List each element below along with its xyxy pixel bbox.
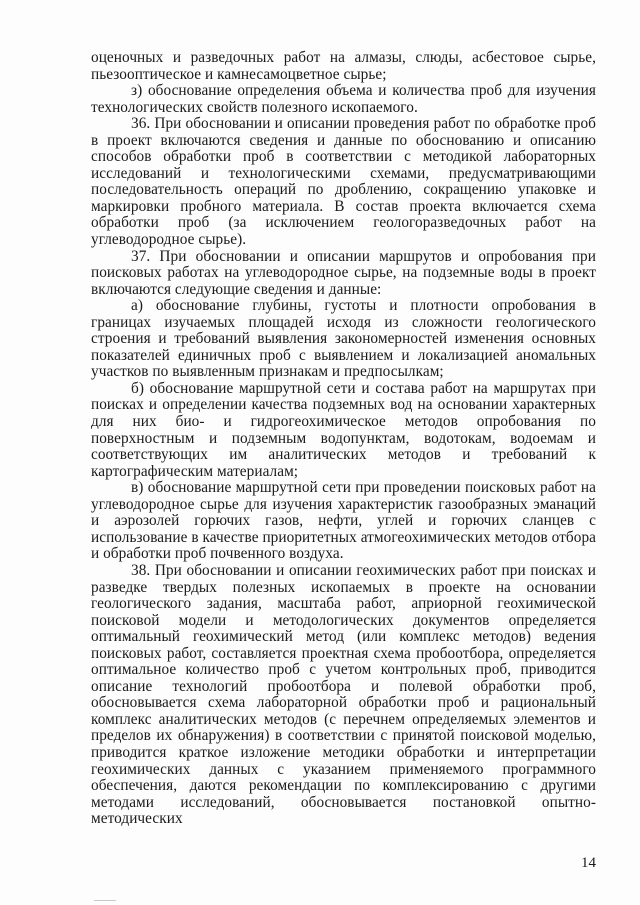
paragraph-36: 36. При обосновании и описании проведения работ по обработке проб в проект включаются сведения и данные по обоснованию и описанию способов обработки проб в соответствии с методикой лабораторных исследований и технологическими схемами, предусматривающими последовательность операций по дроблению, сокращению упаковке и маркировки пробного материала. В состав проекта включается схема обработки проб (за исключением геологоразведочных работ на углеводородное сырье).	[91, 115, 596, 249]
paragraph-item-z: з) обоснование определения объема и количества проб для изучения технологических свойств полезного ископаемого.	[91, 82, 596, 116]
document-body	[91, 50, 596, 828]
paragraph-38: 38. При обосновании и описании геохимических работ при поисках и разведке твердых полезных ископаемых в проекте на основании геологического задания, масштаба работ, априорной геохимической поисковой модели и методологических документов определяется оптимальный геохимический метод (или комплекс методов) ведения поисковых работ, составляется проектная схема пробоотбора, определяется оптимальное количество проб с учетом контрольных проб, приводится описание технологий пробоотбора и полевой обработки проб, обосновывается схема лабораторной обработки проб и рациональный комплекс аналитических методов (с перечнем определяемых элементов и пределов их обнаружения) в соответствии с принятой поисковой моделью, приводится краткое изложение методики обработки и интерпретации геохимических данных с указанием применяемого программного обеспечения, даются рекомендации по комплексированию с другими методами исследований, обосновывается постановкой опытно-методических	[91, 561, 596, 828]
scan-artifact-line	[94, 900, 116, 901]
paragraph-37-v: в) обоснование маршрутной сети при проведении поисковых работ на углеводородное сырье для изучения характеристик газообразных эманаций и аэрозолей горючих газов, нефти, углей и горючих сланцев с использование в качестве приоритетных атмогеохимических методов отбора и обработки проб почвенного воздуха.	[91, 479, 596, 563]
paragraph-37: 37. При обосновании и описании маршрутов и опробования при поисковых работах на углеводородное сырье, на подземные воды в проект включаются следующие сведения и данные:	[91, 247, 596, 298]
page-number: 14	[581, 855, 596, 871]
paragraph-37-a: а) обоснование глубины, густоты и плотности опробования в границах изучаемых площадей исходя из сложности геологического строения и требований выявления закономерностей изменения основных показателей единичных проб с выявлением и локализацией аномальных участков по выявленным признакам и предпосылкам;	[91, 297, 596, 381]
paragraph-continuation: оценочных и разведочных работ на алмазы, слюды, асбестовое сырье, пьезооптическое и камнесамоцветное сырье;	[91, 49, 596, 83]
paragraph-37-b: б) обоснование маршрутной сети и состава работ на маршрутах при поисках и определении качества подземных вод на основании характерных для них био- и гидрогеохимическое методов опробования по поверхностным и подземным водопунктам, водотокам, водоемам и соответствующих им аналитических методов и требований к картографическим материалам;	[91, 379, 596, 480]
